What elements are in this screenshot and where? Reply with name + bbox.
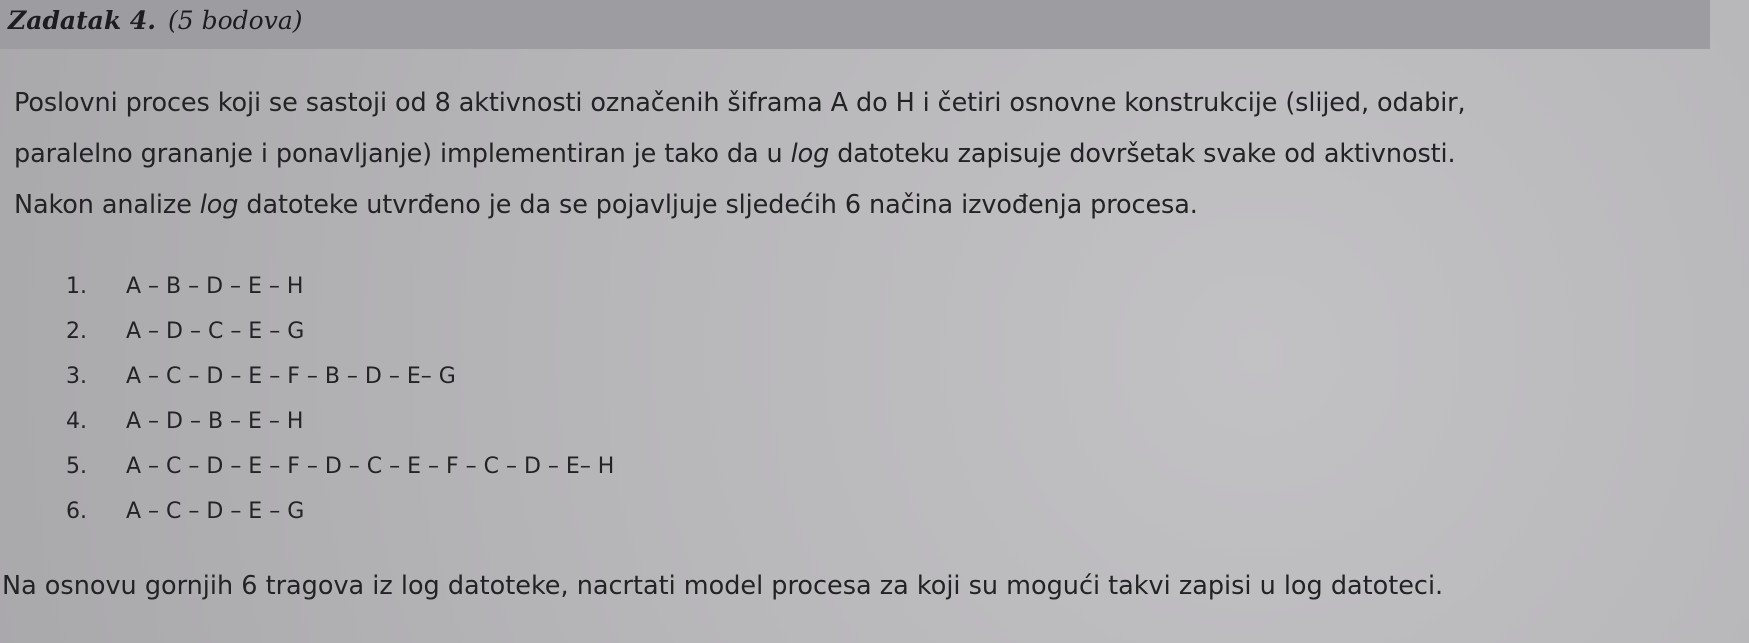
trace-sequence: A – C – D – E – G bbox=[126, 499, 305, 524]
intro-line-3-log: log bbox=[199, 190, 239, 220]
intro-line-3-end: datoteke utvrđeno je da se pojavljuje sljedećih 6 načina izvođenja procesa. bbox=[238, 190, 1198, 220]
closing-instruction: Na osnovu gornjih 6 tragova iz log datoteke, nacrtati model procesa za koji su mogući takvi zapisi u log datoteci. bbox=[2, 571, 1444, 601]
task-title bbox=[8, 6, 303, 36]
trace-item bbox=[66, 354, 614, 399]
trace-sequence: A – C – D – E – F – D – C – E – F – C – D – E– H bbox=[126, 454, 615, 479]
trace-sequence: A – B – D – E – H bbox=[126, 274, 304, 299]
trace-number: 6. bbox=[66, 499, 87, 524]
trace-item bbox=[66, 399, 614, 444]
trace-number: 1. bbox=[66, 274, 87, 299]
trace-item bbox=[66, 264, 614, 309]
task-number: Zadatak 4. bbox=[8, 6, 156, 35]
intro-line-1: Poslovni proces koji se sastoji od 8 aktivnosti označenih šiframa A do H i četiri osnovne konstrukcije (slijed, odabir, bbox=[14, 88, 1466, 118]
trace-number: 3. bbox=[66, 364, 87, 389]
intro-paragraph bbox=[14, 78, 1744, 231]
intro-line-2-log: log bbox=[790, 139, 830, 169]
trace-number: 2. bbox=[66, 319, 87, 344]
intro-line-3 bbox=[14, 180, 1744, 231]
trace-item bbox=[66, 489, 614, 534]
trace-sequence: A – D – C – E – G bbox=[126, 319, 305, 344]
trace-item bbox=[66, 309, 614, 354]
intro-line-2 bbox=[14, 129, 1744, 180]
task-points: (5 bodova) bbox=[168, 6, 303, 35]
intro-line-2-end: datoteku zapisuje dovršetak svake od aktivnosti. bbox=[829, 139, 1456, 169]
intro-line-3-start: Nakon analize bbox=[14, 190, 200, 220]
trace-item bbox=[66, 444, 614, 489]
trace-number: 4. bbox=[66, 409, 87, 434]
trace-sequence: A – C – D – E – F – B – D – E– G bbox=[126, 364, 456, 389]
trace-list bbox=[66, 264, 614, 534]
task-header-bar bbox=[0, 0, 1710, 49]
trace-number: 5. bbox=[66, 454, 87, 479]
intro-line-2-start: paralelno grananje i ponavljanje) implementiran je tako da u bbox=[14, 139, 791, 169]
trace-sequence: A – D – B – E – H bbox=[126, 409, 304, 434]
